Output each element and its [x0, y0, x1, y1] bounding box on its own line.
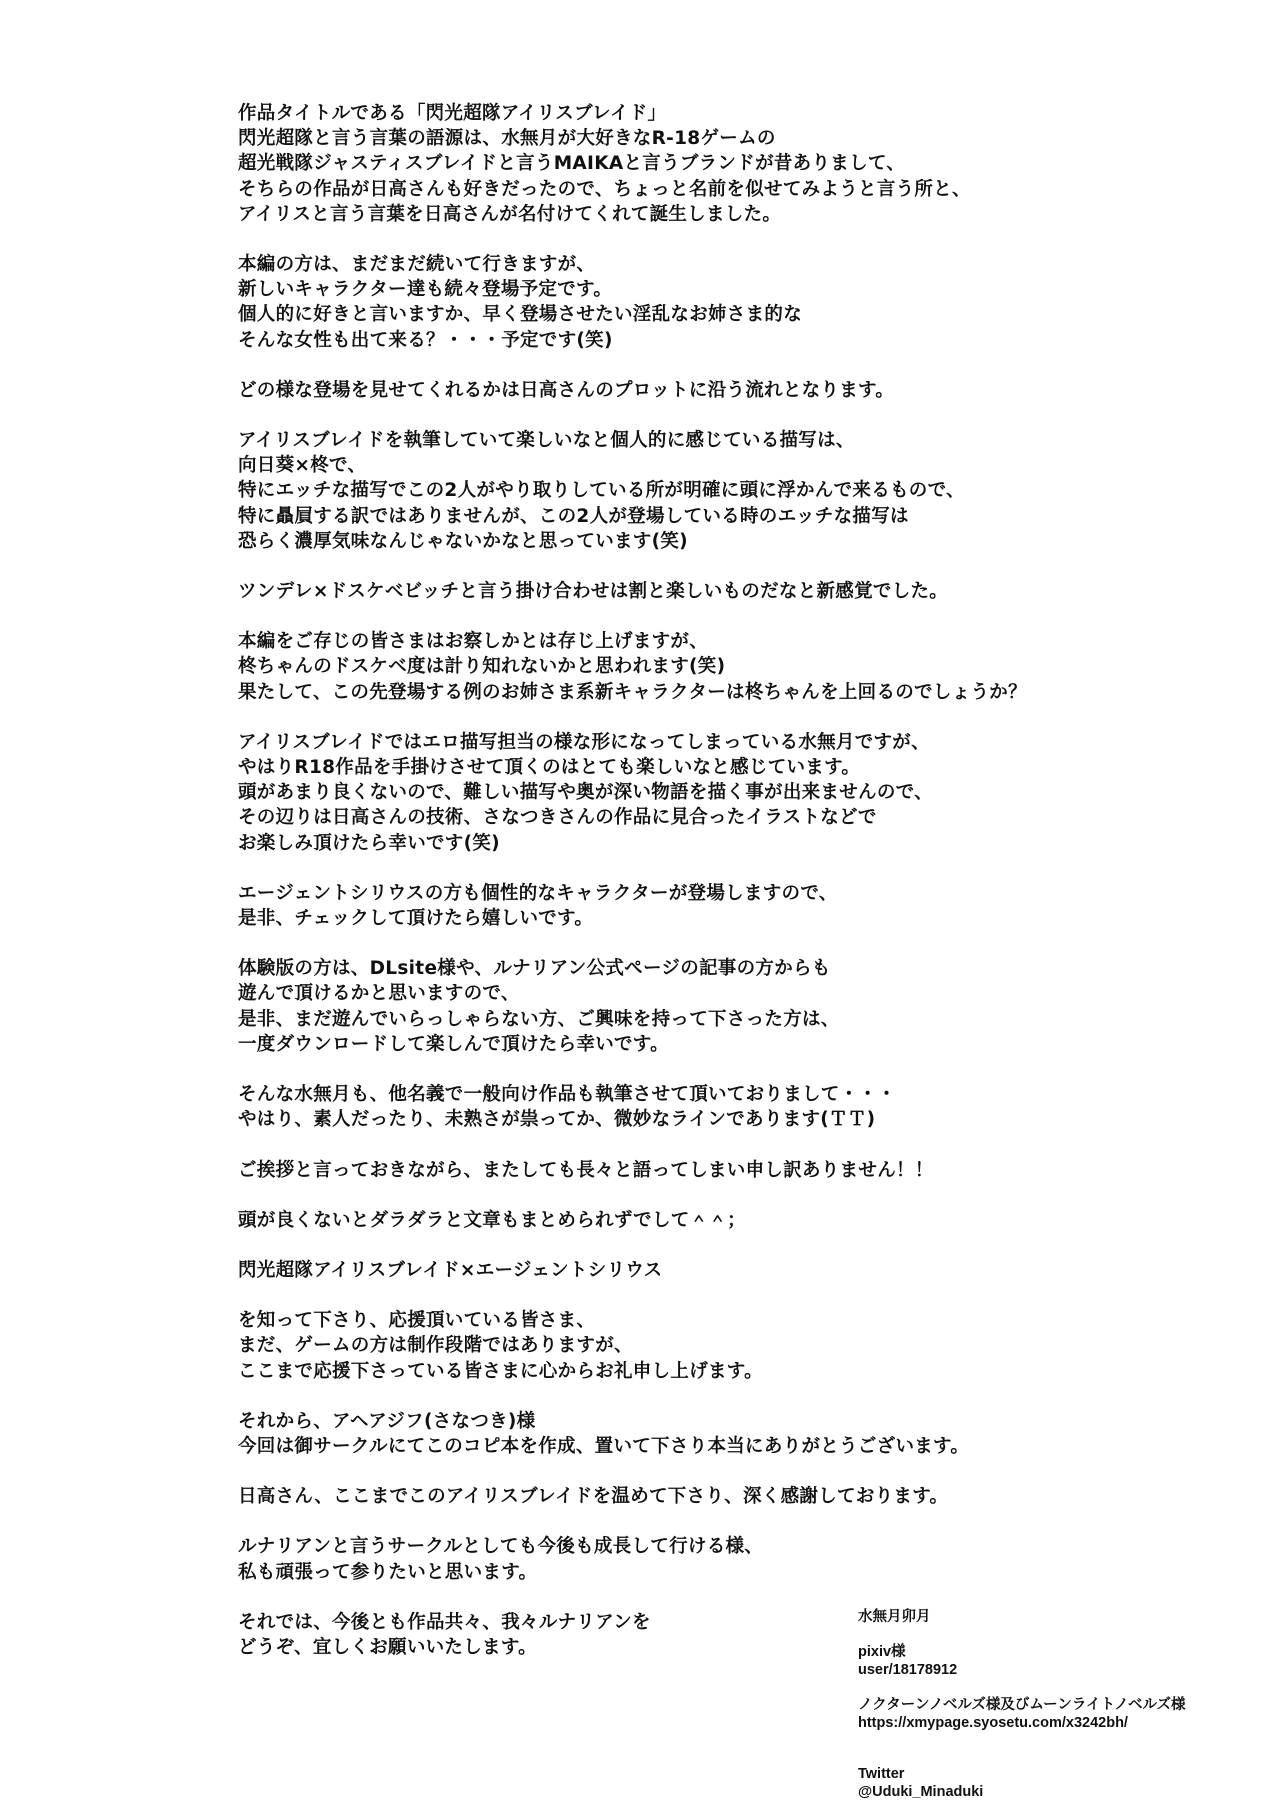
text-line: 特に贔屓する訳ではありませんが、この2人が登場している時のエッチな描写は	[238, 505, 909, 527]
paragraph	[238, 1534, 1238, 1584]
text-line: ここまで応援下さっている皆さまに心からお礼申し上げます。	[238, 1360, 763, 1382]
afterword-body	[238, 101, 1238, 1685]
text-line: 一度ダウンロードして楽しんで頂けたら幸いです。	[238, 1033, 669, 1055]
text-line: 閃光超隊アイリスブレイド×エージェントシリウス	[238, 1259, 663, 1281]
paragraph	[238, 1258, 1238, 1283]
twitter-handle-link[interactable]: @Uduki_Minaduki	[858, 1784, 984, 1800]
text-line: どの様な登場を見せてくれるかは日高さんのプロットに沿う流れとなります。	[238, 379, 895, 401]
text-line: 個人的に好きと言いますか、早く登場させたい淫乱なお姉さま的な	[238, 304, 803, 326]
novels-block	[858, 1696, 1258, 1732]
text-line: 果たして、この先登場する例のお姉さま系新キャラクターは柊ちゃんを上回るのでしょうか？	[238, 681, 1027, 703]
text-line: 本編をご存じの皆さまはお察しかとは存じ上げますが、	[238, 631, 709, 653]
text-line: まだ、ゲームの方は制作段階ではありますが、	[238, 1335, 633, 1357]
twitter-block	[858, 1765, 1258, 1801]
text-line: 恐らく濃厚気味なんじゃないかなと思っています(笑)	[238, 530, 688, 552]
text-line: 向日葵×柊で、	[238, 455, 367, 477]
text-line: 頭があまり良くないので、難しい描写や奥が深い物語を描く事が出来ませんので、	[238, 782, 933, 804]
pixiv-label: pixiv様	[858, 1644, 906, 1660]
author-name: 水無月卯月	[858, 1609, 931, 1625]
text-line: それでは、今後とも作品共々、我々ルナリアンを	[238, 1611, 651, 1633]
text-line: 作品タイトルである「閃光超隊アイリスブレイド」	[238, 103, 667, 124]
text-line: アイリスブレイドを執筆していて楽しいなと個人的に感じている描写は、	[238, 430, 855, 452]
text-line: 是非、まだ遊んでいらっしゃらない方、ご興味を持って下さった方は、	[238, 1008, 840, 1030]
text-line: 本編の方は、まだまだ続いて行きますが、	[238, 254, 596, 276]
paragraph	[238, 881, 1238, 931]
paragraph	[238, 1409, 1238, 1459]
paragraph	[238, 1082, 1238, 1132]
text-line: 日高さん、ここまでこのアイリスブレイドを温めて下さり、深く感謝しております。	[238, 1486, 949, 1508]
paragraph	[238, 579, 1238, 604]
text-line: ご挨拶と言っておきながら、またしても長々と語ってしまい申し訳ありません！！	[238, 1159, 934, 1181]
text-line: そんな女性も出て来る？・・・予定です(笑)	[238, 329, 613, 351]
text-line: お楽しみ頂けたら幸いです(笑)	[238, 832, 500, 854]
paragraph	[238, 629, 1238, 705]
text-line: そんな水無月も、他名義で一般向け作品も執筆させて頂いておりまして・・・	[238, 1084, 897, 1106]
paragraph	[238, 378, 1238, 403]
text-line: 是非、チェックして頂けたら嬉しいです。	[238, 908, 594, 930]
text-line: 閃光超隊と言う言葉の語源は、水無月が大好きなR-18ゲームの	[238, 128, 776, 150]
text-line: そちらの作品が日高さんも好きだったので、ちょっと名前を似せてみようと言う所と、	[238, 178, 971, 200]
text-line: 超光戦隊ジャスティスブレイドと言うMAIKAと言うブランドが昔ありまして、	[238, 153, 906, 175]
text-line: ツンデレ×ドスケベビッチと言う掛け合わせは割と楽しいものだなと新感覚でした。	[238, 581, 949, 603]
paragraph	[238, 1308, 1238, 1384]
text-line: やはり、素人だったり、未熟さが祟ってか、微妙なラインであります(ＴＴ)	[238, 1109, 876, 1131]
paragraph	[238, 730, 1238, 856]
author-name-block	[858, 1608, 1258, 1626]
text-line: 今回は御サークルにてこのコピ本を作成、置いて下さり本当にありがとうございます。	[238, 1435, 970, 1457]
paragraph	[238, 1208, 1238, 1233]
paragraph	[238, 1484, 1238, 1509]
text-line: アイリスと言う言葉を日高さんが名付けてくれて誕生しました。	[238, 203, 782, 225]
text-line: 柊ちゃんのドスケベ度は計り知れないかと思われます(笑)	[238, 656, 726, 678]
paragraph	[238, 1158, 1238, 1183]
paragraph	[238, 428, 1238, 554]
twitter-label: Twitter	[858, 1766, 905, 1782]
paragraph	[238, 956, 1238, 1057]
paragraph	[238, 101, 1238, 227]
pixiv-block	[858, 1643, 1258, 1679]
text-line: やはりR18作品を手掛けさせて頂くのはとても楽しいなと感じています。	[238, 757, 861, 779]
text-line: 特にエッチな描写でこの2人がやり取りしている所が明確に頭に浮かんで来るもので、	[238, 480, 965, 502]
pixiv-user-id[interactable]: user/18178912	[858, 1662, 958, 1678]
novels-label: ノクターンノベルズ様及びムーンライトノベルズ様	[858, 1697, 1186, 1713]
text-line: 体験版の方は、DLsite様や、ルナリアン公式ページの記事の方からも	[238, 958, 831, 980]
text-line: その辺りは日高さんの技術、さなつきさんの作品に見合ったイラストなどで	[238, 807, 877, 829]
text-line: を知って下さり、応援頂いている皆さま、	[238, 1310, 596, 1332]
text-line: 私も頑張って参りたいと思います。	[238, 1561, 538, 1583]
text-line: それから、アヘアジフ(さなつき)様	[238, 1410, 536, 1432]
paragraph	[238, 252, 1238, 353]
novels-url-link[interactable]: https://xmypage.syosetu.com/x3242bh/	[858, 1715, 1128, 1731]
text-line: アイリスブレイドではエロ描写担当の様な形になってしまっている水無月ですが、	[238, 731, 930, 753]
author-credits	[858, 1608, 1258, 1818]
text-line: 新しいキャラクター達も続々登場予定です。	[238, 279, 613, 301]
text-line: エージェントシリウスの方も個性的なキャラクターが登場しますので、	[238, 882, 838, 904]
text-line: どうぞ、宜しくお願いいたします。	[238, 1636, 537, 1658]
text-line: 遊んで頂けるかと思いますので、	[238, 983, 520, 1005]
text-line: ルナリアンと言うサークルとしても今後も成長して行ける様、	[238, 1536, 764, 1558]
text-line: 頭が良くないとダラダラと文章もまとめられずでして＾＾；	[238, 1209, 746, 1231]
